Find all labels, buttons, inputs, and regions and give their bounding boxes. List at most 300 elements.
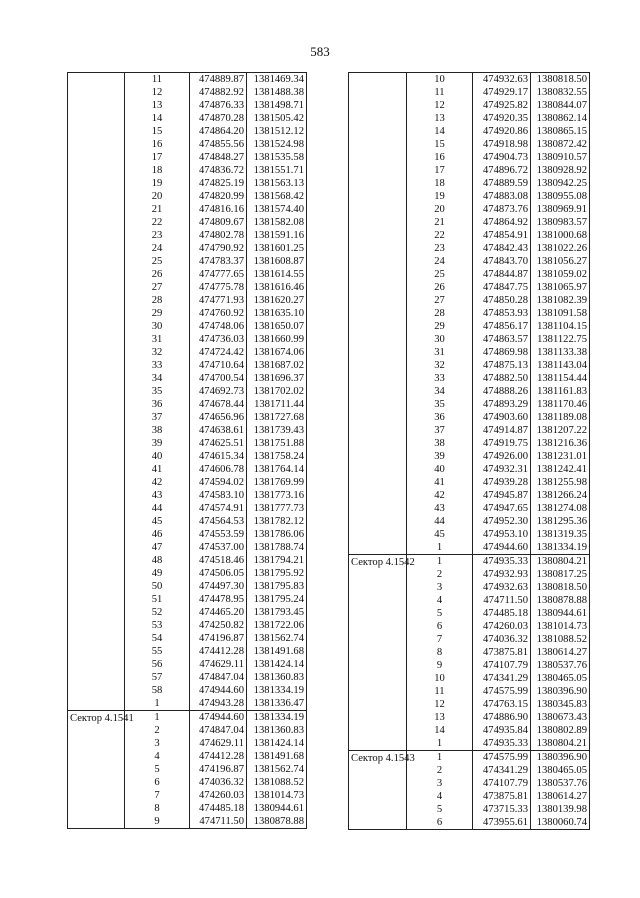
- coord-y: 1381727.68: [247, 411, 307, 424]
- coord-y: 1381614.55: [247, 268, 307, 281]
- coord-x: 474771.93: [190, 294, 247, 307]
- coord-x: 474260.03: [473, 620, 531, 633]
- coord-x: 474250.82: [190, 619, 247, 632]
- coord-y: 1381082.39: [531, 294, 590, 307]
- point-number: 30: [125, 320, 190, 333]
- coord-x: 474870.28: [190, 112, 247, 125]
- coord-y: 1381104.15: [531, 320, 590, 333]
- point-number: 27: [407, 294, 473, 307]
- coord-x: 474888.26: [473, 385, 531, 398]
- coordinates-table-left: [67, 72, 307, 829]
- coord-x: 474736.03: [190, 333, 247, 346]
- coord-y: 1381255.98: [531, 476, 590, 489]
- point-number: 31: [125, 333, 190, 346]
- coord-x: 474710.64: [190, 359, 247, 372]
- coord-y: 1381170.46: [531, 398, 590, 411]
- point-number: 14: [407, 125, 473, 138]
- coord-y: 1381266.24: [531, 489, 590, 502]
- coord-x: 474638.61: [190, 424, 247, 437]
- point-number: 56: [125, 658, 190, 671]
- point-number: 3: [125, 737, 190, 750]
- coord-x: 474944.60: [473, 541, 531, 555]
- coord-y: 1381143.04: [531, 359, 590, 372]
- coord-y: 1381773.16: [247, 489, 307, 502]
- coord-y: 1380818.50: [531, 581, 590, 594]
- coord-y: 1381535.58: [247, 151, 307, 164]
- coord-y: 1380910.57: [531, 151, 590, 164]
- coord-x: 474947.65: [473, 502, 531, 515]
- coord-x: 474412.28: [190, 750, 247, 763]
- coord-x: 474920.35: [473, 112, 531, 125]
- coord-x: 473955.61: [473, 816, 531, 830]
- point-number: 29: [407, 320, 473, 333]
- coord-y: 1381088.52: [247, 776, 307, 789]
- coord-x: 474847.75: [473, 281, 531, 294]
- point-number: 27: [125, 281, 190, 294]
- coord-x: 474873.76: [473, 203, 531, 216]
- coord-x: 474615.34: [190, 450, 247, 463]
- point-number: 3: [407, 777, 473, 790]
- point-number: 19: [407, 190, 473, 203]
- coord-y: 1381551.71: [247, 164, 307, 177]
- coord-x: 474919.75: [473, 437, 531, 450]
- point-number: 49: [125, 567, 190, 580]
- point-number: 55: [125, 645, 190, 658]
- coord-x: 474809.67: [190, 216, 247, 229]
- point-number: 15: [125, 125, 190, 138]
- point-number: 16: [125, 138, 190, 151]
- point-number: 54: [125, 632, 190, 645]
- coord-x: 474843.70: [473, 255, 531, 268]
- coord-x: 474656.96: [190, 411, 247, 424]
- coord-x: 474478.95: [190, 593, 247, 606]
- coord-x: 474711.50: [473, 594, 531, 607]
- coord-x: 474932.63: [473, 581, 531, 594]
- coord-y: 1381660.99: [247, 333, 307, 346]
- point-number: 34: [125, 372, 190, 385]
- coord-x: 474196.87: [190, 763, 247, 776]
- coord-y: 1380928.92: [531, 164, 590, 177]
- coord-y: 1381795.92: [247, 567, 307, 580]
- coord-x: 474944.60: [190, 684, 247, 697]
- point-number: 21: [125, 203, 190, 216]
- coord-x: 474625.51: [190, 437, 247, 450]
- coord-y: 1381795.83: [247, 580, 307, 593]
- point-number: 20: [407, 203, 473, 216]
- coord-y: 1381334.19: [247, 684, 307, 697]
- coord-y: 1381336.47: [247, 697, 307, 711]
- sector-label: Сектор 4.1542: [349, 555, 407, 751]
- coord-y: 1381722.06: [247, 619, 307, 632]
- point-number: 9: [125, 815, 190, 829]
- point-number: 45: [125, 515, 190, 528]
- coord-x: 474700.54: [190, 372, 247, 385]
- coord-x: 473875.81: [473, 790, 531, 803]
- coord-y: 1381620.27: [247, 294, 307, 307]
- point-number: 1: [125, 711, 190, 725]
- point-number: 6: [125, 776, 190, 789]
- coord-x: 474864.92: [473, 216, 531, 229]
- coord-x: 474896.72: [473, 164, 531, 177]
- point-number: 17: [125, 151, 190, 164]
- point-number: 22: [125, 216, 190, 229]
- coord-x: 474564.53: [190, 515, 247, 528]
- coord-x: 474763.15: [473, 698, 531, 711]
- coord-y: 1380872.42: [531, 138, 590, 151]
- point-number: 30: [407, 333, 473, 346]
- point-number: 28: [125, 294, 190, 307]
- coord-y: 1381216.36: [531, 437, 590, 450]
- coord-y: 1380802.89: [531, 724, 590, 737]
- coord-y: 1381650.07: [247, 320, 307, 333]
- coord-y: 1381056.27: [531, 255, 590, 268]
- coord-y: 1381568.42: [247, 190, 307, 203]
- point-number: 43: [125, 489, 190, 502]
- coord-x: 474583.10: [190, 489, 247, 502]
- coord-x: 474882.50: [473, 372, 531, 385]
- point-number: 43: [407, 502, 473, 515]
- coord-y: 1381782.12: [247, 515, 307, 528]
- point-number: 9: [407, 659, 473, 672]
- table-row: [68, 73, 307, 87]
- coord-y: 1381122.75: [531, 333, 590, 346]
- coord-y: 1381491.68: [247, 645, 307, 658]
- coord-y: 1380817.25: [531, 568, 590, 581]
- point-number: 14: [407, 724, 473, 737]
- coord-x: 474341.29: [473, 672, 531, 685]
- coord-y: 1380396.90: [531, 685, 590, 698]
- point-number: 4: [407, 594, 473, 607]
- coord-y: 1380844.07: [531, 99, 590, 112]
- coord-y: 1380537.76: [531, 659, 590, 672]
- coord-y: 1381022.26: [531, 242, 590, 255]
- coord-y: 1380983.57: [531, 216, 590, 229]
- point-number: 48: [125, 554, 190, 567]
- point-number: 13: [407, 711, 473, 724]
- coord-x: 474932.93: [473, 568, 531, 581]
- coord-y: 1380345.83: [531, 698, 590, 711]
- coord-y: 1380832.55: [531, 86, 590, 99]
- coord-y: 1381687.02: [247, 359, 307, 372]
- coord-y: 1380944.61: [247, 802, 307, 815]
- coord-x: 474748.06: [190, 320, 247, 333]
- coord-y: 1381616.46: [247, 281, 307, 294]
- coord-x: 474497.30: [190, 580, 247, 593]
- coord-y: 1381795.24: [247, 593, 307, 606]
- point-number: 7: [125, 789, 190, 802]
- coord-y: 1381469.34: [247, 73, 307, 87]
- coord-x: 474847.04: [190, 724, 247, 737]
- coord-y: 1380139.98: [531, 803, 590, 816]
- coord-x: 474465.20: [190, 606, 247, 619]
- coord-y: 1381524.98: [247, 138, 307, 151]
- point-number: 32: [125, 346, 190, 359]
- point-number: 1: [407, 751, 473, 765]
- point-number: 33: [407, 372, 473, 385]
- sector-label: [349, 73, 407, 555]
- coord-y: 1381088.52: [531, 633, 590, 646]
- coord-x: 474893.29: [473, 398, 531, 411]
- coord-x: 474574.91: [190, 502, 247, 515]
- point-number: 11: [125, 73, 190, 87]
- point-number: 46: [125, 528, 190, 541]
- coord-x: 474935.33: [473, 737, 531, 751]
- coord-x: 474918.98: [473, 138, 531, 151]
- coord-x: 474952.30: [473, 515, 531, 528]
- coord-y: 1380865.15: [531, 125, 590, 138]
- point-number: 42: [407, 489, 473, 502]
- point-number: 1: [125, 697, 190, 711]
- coord-x: 474802.78: [190, 229, 247, 242]
- coord-y: 1380878.88: [531, 594, 590, 607]
- coord-y: 1381788.74: [247, 541, 307, 554]
- coord-y: 1380396.90: [531, 751, 590, 765]
- coord-y: 1381562.74: [247, 632, 307, 645]
- coord-x: 474629.11: [190, 737, 247, 750]
- point-number: 24: [407, 255, 473, 268]
- point-number: 39: [125, 437, 190, 450]
- coord-y: 1381635.10: [247, 307, 307, 320]
- point-number: 26: [125, 268, 190, 281]
- coord-y: 1381189.08: [531, 411, 590, 424]
- coord-x: 474847.04: [190, 671, 247, 684]
- coord-y: 1381563.13: [247, 177, 307, 190]
- coord-y: 1381769.99: [247, 476, 307, 489]
- coord-x: 474863.57: [473, 333, 531, 346]
- coord-y: 1381133.38: [531, 346, 590, 359]
- coord-y: 1381751.88: [247, 437, 307, 450]
- coord-x: 474107.79: [473, 777, 531, 790]
- coord-x: 474914.87: [473, 424, 531, 437]
- coord-y: 1381360.83: [247, 671, 307, 684]
- coord-y: 1381702.02: [247, 385, 307, 398]
- point-number: 52: [125, 606, 190, 619]
- point-number: 29: [125, 307, 190, 320]
- point-number: 37: [407, 424, 473, 437]
- coord-y: 1381764.14: [247, 463, 307, 476]
- coord-x: 474869.98: [473, 346, 531, 359]
- point-number: 44: [125, 502, 190, 515]
- point-number: 5: [407, 803, 473, 816]
- coord-x: 474842.43: [473, 242, 531, 255]
- coord-x: 474518.46: [190, 554, 247, 567]
- coord-x: 474594.02: [190, 476, 247, 489]
- coord-y: 1381231.01: [531, 450, 590, 463]
- point-number: 17: [407, 164, 473, 177]
- point-number: 37: [125, 411, 190, 424]
- coord-x: 474929.17: [473, 86, 531, 99]
- point-number: 40: [125, 450, 190, 463]
- point-number: 25: [125, 255, 190, 268]
- point-number: 18: [125, 164, 190, 177]
- coord-x: 474575.99: [473, 685, 531, 698]
- coord-x: 474820.99: [190, 190, 247, 203]
- coord-x: 474935.84: [473, 724, 531, 737]
- coord-y: 1380955.08: [531, 190, 590, 203]
- coord-x: 474883.08: [473, 190, 531, 203]
- coord-y: 1380804.21: [531, 555, 590, 569]
- coord-x: 474844.87: [473, 268, 531, 281]
- coord-y: 1381674.06: [247, 346, 307, 359]
- coord-x: 474606.78: [190, 463, 247, 476]
- coord-x: 474036.32: [473, 633, 531, 646]
- coord-y: 1380614.27: [531, 646, 590, 659]
- coord-y: 1380060.74: [531, 816, 590, 830]
- point-number: 38: [125, 424, 190, 437]
- coord-x: 474943.28: [190, 697, 247, 711]
- point-number: 39: [407, 450, 473, 463]
- point-number: 19: [125, 177, 190, 190]
- coord-x: 474678.44: [190, 398, 247, 411]
- coord-x: 474575.99: [473, 751, 531, 765]
- point-number: 8: [407, 646, 473, 659]
- coord-x: 473875.81: [473, 646, 531, 659]
- coord-y: 1381696.37: [247, 372, 307, 385]
- coord-x: 474825.19: [190, 177, 247, 190]
- coord-x: 474875.13: [473, 359, 531, 372]
- coord-y: 1381591.16: [247, 229, 307, 242]
- coord-x: 474711.50: [190, 815, 247, 829]
- coord-y: 1381786.06: [247, 528, 307, 541]
- point-number: 31: [407, 346, 473, 359]
- coord-y: 1381794.21: [247, 554, 307, 567]
- point-number: 21: [407, 216, 473, 229]
- sector-label: Сектор 4.1543: [349, 751, 407, 830]
- coord-x: 474932.63: [473, 73, 531, 87]
- coord-x: 474848.27: [190, 151, 247, 164]
- point-number: 34: [407, 385, 473, 398]
- table-row: [68, 711, 307, 725]
- coord-y: 1380465.05: [531, 764, 590, 777]
- coord-x: 474629.11: [190, 658, 247, 671]
- coord-x: 474953.10: [473, 528, 531, 541]
- coord-y: 1381711.44: [247, 398, 307, 411]
- point-number: 1: [407, 555, 473, 569]
- coord-y: 1380804.21: [531, 737, 590, 751]
- coord-y: 1381601.25: [247, 242, 307, 255]
- table-row: [349, 555, 590, 569]
- coord-y: 1381014.73: [531, 620, 590, 633]
- coord-y: 1381334.19: [531, 541, 590, 555]
- coord-x: 474553.59: [190, 528, 247, 541]
- table-row: [349, 73, 590, 87]
- coord-x: 474944.60: [190, 711, 247, 725]
- coord-x: 474777.65: [190, 268, 247, 281]
- coord-y: 1380673.43: [531, 711, 590, 724]
- coord-x: 474939.28: [473, 476, 531, 489]
- point-number: 16: [407, 151, 473, 164]
- coord-y: 1381562.74: [247, 763, 307, 776]
- point-number: 28: [407, 307, 473, 320]
- point-number: 2: [407, 764, 473, 777]
- coord-y: 1381161.83: [531, 385, 590, 398]
- coord-x: 474903.60: [473, 411, 531, 424]
- point-number: 7: [407, 633, 473, 646]
- coord-x: 474926.00: [473, 450, 531, 463]
- coord-x: 474904.73: [473, 151, 531, 164]
- coord-x: 474886.90: [473, 711, 531, 724]
- coord-x: 474889.59: [473, 177, 531, 190]
- point-number: 5: [407, 607, 473, 620]
- point-number: 10: [407, 672, 473, 685]
- coordinates-table-right: [348, 72, 590, 830]
- point-number: 20: [125, 190, 190, 203]
- coord-y: 1381574.40: [247, 203, 307, 216]
- coord-y: 1381242.41: [531, 463, 590, 476]
- coord-x: 474882.92: [190, 86, 247, 99]
- point-number: 23: [407, 242, 473, 255]
- point-number: 33: [125, 359, 190, 372]
- point-number: 1: [407, 737, 473, 751]
- point-number: 38: [407, 437, 473, 450]
- point-number: 26: [407, 281, 473, 294]
- point-number: 32: [407, 359, 473, 372]
- point-number: 6: [407, 620, 473, 633]
- coord-y: 1381000.68: [531, 229, 590, 242]
- coord-x: 474485.18: [473, 607, 531, 620]
- coord-y: 1380944.61: [531, 607, 590, 620]
- coord-x: 474945.87: [473, 489, 531, 502]
- point-number: 23: [125, 229, 190, 242]
- coord-x: 474925.82: [473, 99, 531, 112]
- coord-x: 474506.05: [190, 567, 247, 580]
- coord-x: 474876.33: [190, 99, 247, 112]
- coord-x: 474537.00: [190, 541, 247, 554]
- coord-x: 473715.33: [473, 803, 531, 816]
- point-number: 6: [407, 816, 473, 830]
- point-number: 35: [125, 385, 190, 398]
- coord-x: 474920.86: [473, 125, 531, 138]
- coord-y: 1381360.83: [247, 724, 307, 737]
- coord-x: 474856.17: [473, 320, 531, 333]
- coord-y: 1381498.71: [247, 99, 307, 112]
- point-number: 35: [407, 398, 473, 411]
- coord-y: 1381295.36: [531, 515, 590, 528]
- coord-y: 1381424.14: [247, 658, 307, 671]
- coord-y: 1381424.14: [247, 737, 307, 750]
- coord-x: 474775.78: [190, 281, 247, 294]
- sector-label: [68, 73, 125, 711]
- coord-y: 1381512.12: [247, 125, 307, 138]
- point-number: 4: [407, 790, 473, 803]
- coord-x: 474783.37: [190, 255, 247, 268]
- coord-y: 1380942.25: [531, 177, 590, 190]
- coord-x: 474932.31: [473, 463, 531, 476]
- coord-y: 1380818.50: [531, 73, 590, 87]
- coord-y: 1380614.27: [531, 790, 590, 803]
- point-number: 12: [407, 99, 473, 112]
- point-number: 53: [125, 619, 190, 632]
- coord-x: 474864.20: [190, 125, 247, 138]
- coord-y: 1381207.22: [531, 424, 590, 437]
- point-number: 12: [407, 698, 473, 711]
- coord-y: 1381582.08: [247, 216, 307, 229]
- coord-y: 1381154.44: [531, 372, 590, 385]
- coord-y: 1381608.87: [247, 255, 307, 268]
- point-number: 36: [125, 398, 190, 411]
- coord-y: 1381758.24: [247, 450, 307, 463]
- point-number: 11: [407, 86, 473, 99]
- coord-y: 1381059.02: [531, 268, 590, 281]
- point-number: 12: [125, 86, 190, 99]
- point-number: 13: [125, 99, 190, 112]
- coord-x: 474850.28: [473, 294, 531, 307]
- point-number: 1: [407, 541, 473, 555]
- coord-x: 474853.93: [473, 307, 531, 320]
- page-number: 583: [310, 44, 330, 59]
- point-number: 14: [125, 112, 190, 125]
- coord-x: 474692.73: [190, 385, 247, 398]
